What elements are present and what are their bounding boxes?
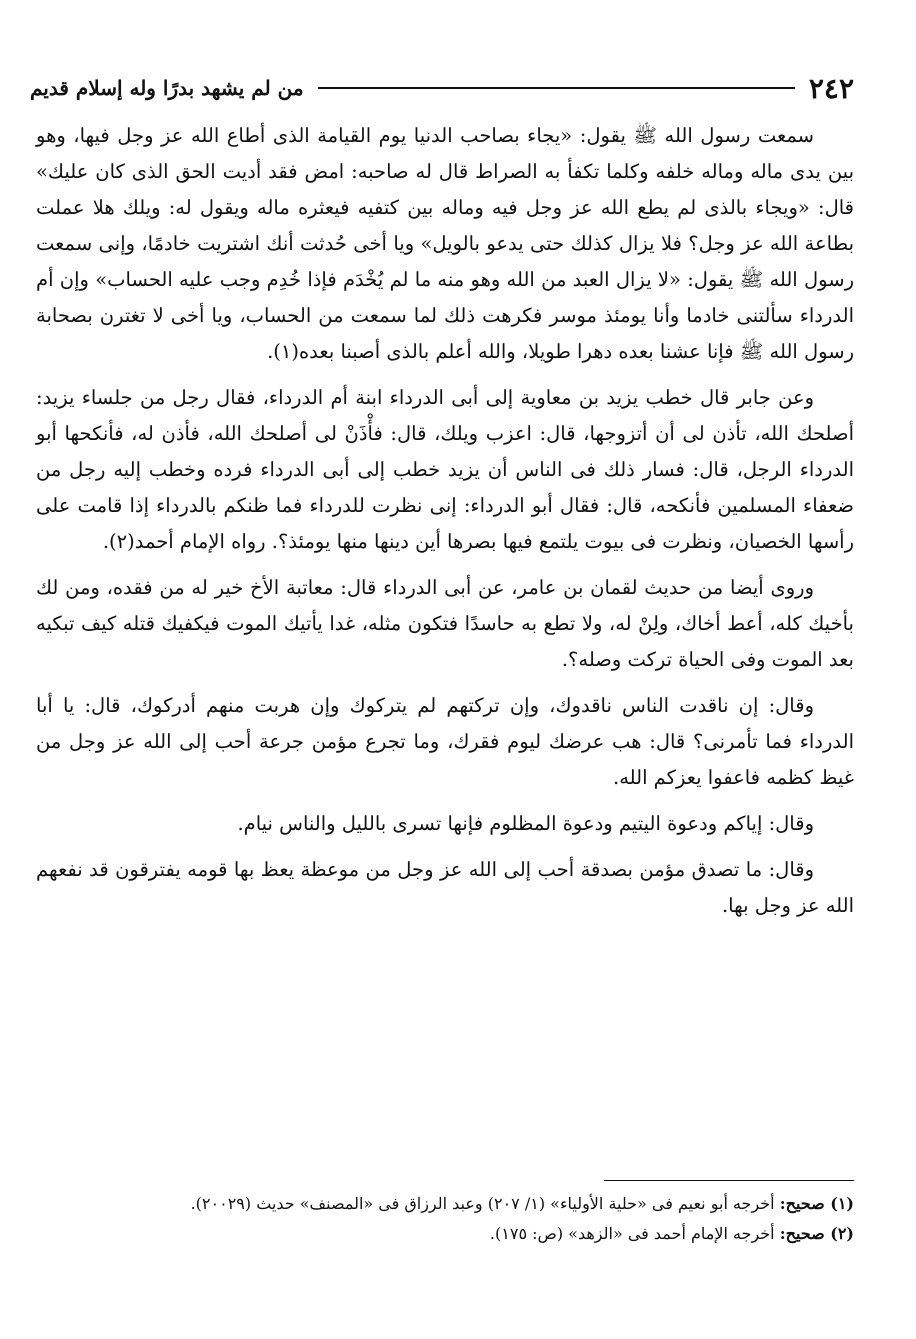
running-title: من لم يشهد بدرًا وله إسلام قديم xyxy=(30,76,304,100)
footnote-text: أخرجه الإمام أحمد فى «الزهد» (ص: ١٧٥). xyxy=(489,1224,775,1243)
footnote xyxy=(36,1189,854,1219)
main-text xyxy=(36,118,854,934)
paragraph: وقال: إن ناقدت الناس ناقدوك، وإن تركتهم لم يتركوك وإن هربت منهم أدركوك، قال: يا أبا الدرداء فما تأمرنى؟ قال: هب عرضك ليوم فقرك، وما تجرع مؤمن جرعة أحب إلى الله عز وجل من غيظ كظمه فاعفوا يعزكم الله. xyxy=(36,694,854,789)
header-rule xyxy=(318,87,795,89)
paragraph: سمعت رسول الله ﷺ يقول: «يجاء بصاحب الدنيا يوم القيامة الذى أطاع الله عز وجل فيها، وهو بين يدى ماله وماله خلفه وكلما تكفأ به الصراط قال له صاحبه: امض فقد أديت الحق الذى كان عليك» قال: «ويجاء بالذى لم يطع الله عز وجل فيه وماله بين كتفيه فيعثره ماله ويقول له: ويلك هلا عملت بطاعة الله عز وجل؟ فلا يزال كذلك حتى يدعو بالويل» ويا أخى حُدثت أنك اشتريت خادمًا، وإنى سمعت رسول الله ﷺ يقول: «لا يزال العبد من الله وهو منه ما لم يُخْدَم فإذا خُدِم وجب عليه الحساب» وإن أم الدرداء سألتنى خادما وأنا يومئذ موسر فكرهت ذلك لما سمعت من الحساب، ويا أخى لا تغترن بصحابة رسول الله ﷺ فإنا عشنا بعده دهرا طويلا، والله أعلم بالذى أصبنا بعده(١). xyxy=(36,124,854,363)
paragraph: وعن جابر قال خطب يزيد بن معاوية إلى أبى الدرداء ابنة أم الدرداء، فقال رجل من جلساء يزيد: أصلحك الله، تأذن لى أن أتزوجها، قال: اعزب ويلك، قال: فأْذَنْ لى أصلحك الله، فأذن له، فأنكحها أبو الدرداء الرجل، قال: فسار ذلك فى الناس أن يزيد خطب إلى أبى الدرداء فرده وخطب إليه رجل من ضعفاء المسلمين فأنكحه، قال: فقال أبو الدرداء: إنى نظرت للدرداء فما ظنكم بالدرداء إذا قامت على رأسها الخصيان، ونظرت فى بيوت يلتمع فيها بصرها أين دينها منها يومئذ؟. رواه الإمام أحمد(٢). xyxy=(36,386,854,553)
footnote-text: أخرجه أبو نعيم فى «حلية الأولياء» (١/ ٢٠٧) وعبد الرزاق فى «المصنف» حديث (٢٠٠٢٩). xyxy=(190,1194,775,1213)
page-header xyxy=(30,68,854,108)
paragraph: وقال: ما تصدق مؤمن بصدقة أحب إلى الله عز وجل من موعظة يعظ بها قومه يفترقون قد نفعهم الله عز وجل بها. xyxy=(36,858,854,917)
footnote-label: (١) صحيح: xyxy=(779,1194,854,1213)
paragraph: وروى أيضا من حديث لقمان بن عامر، عن أبى الدرداء قال: معاتبة الأخ خير له من فقده، ومن لك بأخيك كله، أعط أخاك، ولِنْ له، ولا تطع به حاسدًا فتكون مثله، غدا يأتيك الموت فيكفيك قتله كيف تبكيه بعد الموت وفى الحياة تركت وصله؟. xyxy=(36,576,854,671)
footnote xyxy=(36,1219,854,1249)
page-number: ٢٤٢ xyxy=(808,71,854,105)
footnote-label: (٢) صحيح: xyxy=(779,1224,854,1243)
paragraph: وقال: إياكم ودعوة اليتيم ودعوة المظلوم فإنها تسرى بالليل والناس نيام. xyxy=(237,812,814,835)
footnote-rule xyxy=(604,1180,854,1181)
footnotes xyxy=(36,1180,854,1249)
